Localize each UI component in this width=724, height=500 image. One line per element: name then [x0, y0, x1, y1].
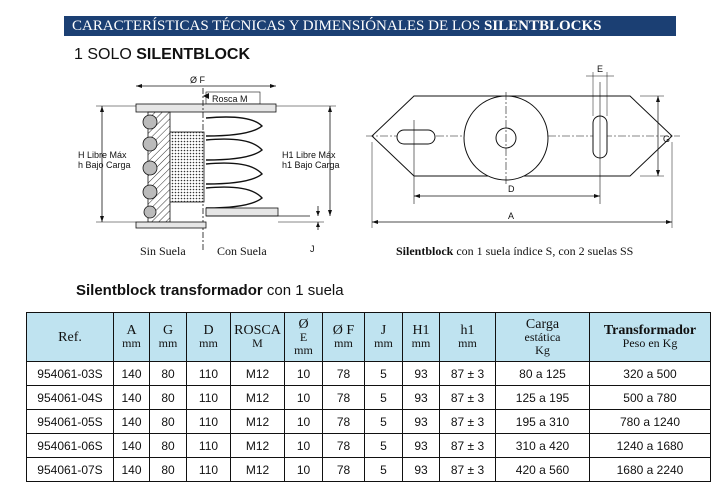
column-header: [323, 313, 365, 362]
table-cell: 954061-07S: [27, 458, 114, 482]
table-cell: 140: [114, 410, 150, 434]
column-header-line: Ref.: [58, 329, 82, 345]
table-cell: 93: [403, 410, 440, 434]
caption-plan-bold: Silentblock: [396, 244, 454, 258]
silentblock-section-drawing: [78, 75, 340, 254]
table-cell: 5: [365, 458, 403, 482]
banner-title-bold: SILENTBLOCKS: [483, 18, 602, 34]
column-header: [285, 313, 323, 362]
table-row: [27, 362, 711, 386]
page-banner: [64, 16, 676, 36]
table-cell: 10: [285, 386, 323, 410]
column-header-line: G: [162, 323, 174, 338]
table-cell: 110: [187, 434, 231, 458]
banner-title-prefix: CARACTERÍSTICAS TÉCNICAS Y DIMENSIÓNALES DE LOS: [72, 18, 484, 34]
section-title-rest: con 1 suela: [262, 282, 344, 299]
table-cell: 80: [150, 410, 187, 434]
table-cell: 78: [323, 434, 365, 458]
column-header-line: mm: [411, 336, 431, 350]
table-cell: M12: [231, 386, 285, 410]
table-cell: M12: [231, 410, 285, 434]
column-header-line: mm: [334, 336, 353, 350]
column-header-line: mm: [122, 336, 141, 350]
table-cell: 80: [150, 434, 187, 458]
table-cell: 10: [285, 434, 323, 458]
table-cell: 954061-03S: [27, 362, 114, 386]
caption-plan: [396, 244, 633, 259]
subtitle-bold: SILENTBLOCK: [136, 46, 251, 63]
column-header: [590, 313, 711, 362]
a-label: A: [508, 211, 515, 221]
table-cell: 1680 a 2240: [590, 458, 711, 482]
section-title-bold: Silentblock transformador: [76, 282, 263, 299]
table-cell: 110: [187, 386, 231, 410]
table-cell: 320 a 500: [590, 362, 711, 386]
table-cell: 780 a 1240: [590, 410, 711, 434]
caption-sin-suela: Sin Suela: [140, 244, 186, 258]
column-header-line: Ø: [298, 316, 309, 332]
column-header-line: Transformador: [603, 323, 697, 338]
column-header: [231, 313, 285, 362]
column-header-line: H1: [412, 323, 430, 338]
column-header-line: D: [203, 323, 214, 338]
silentblock-plan-drawing: [366, 64, 680, 228]
phi-f-label: Ø F: [190, 75, 205, 85]
table-cell: 93: [403, 458, 440, 482]
table-cell: 87 ± 3: [440, 458, 496, 482]
column-header-line: Ø F: [332, 323, 355, 338]
column-header-line: mm: [374, 336, 393, 350]
table-cell: 110: [187, 362, 231, 386]
h1-libre-label: H1 Libre Máx: [282, 150, 336, 160]
table-cell: 78: [323, 458, 365, 482]
column-header-line: Kg: [535, 342, 550, 357]
table-cell: M12: [231, 458, 285, 482]
table-cell: 5: [365, 362, 403, 386]
table-cell: 125 a 195: [496, 386, 590, 410]
table-cell: 93: [403, 434, 440, 458]
column-header: [114, 313, 150, 362]
table-cell: 5: [365, 386, 403, 410]
spec-table: [26, 312, 711, 482]
table-cell: 87 ± 3: [440, 410, 496, 434]
column-header-line: mm: [294, 342, 313, 357]
column-header: [27, 313, 114, 362]
caption-plan-rest: con 1 suela índice S, con 2 suelas SS: [453, 244, 634, 258]
table-cell: 140: [114, 362, 150, 386]
table-row: [27, 410, 711, 434]
column-header-line: J: [380, 323, 387, 338]
subtitle-prefix: 1 SOLO: [74, 46, 137, 63]
column-header: [365, 313, 403, 362]
table-cell: 500 a 780: [590, 386, 711, 410]
column-header-line: estática: [524, 329, 561, 344]
table-cell: 195 a 310: [496, 410, 590, 434]
table-cell: 78: [323, 410, 365, 434]
table-cell: 87 ± 3: [440, 362, 496, 386]
h1-bajo-label: h1 Bajo Carga: [282, 160, 340, 170]
g-label: G: [663, 134, 671, 144]
d-label: D: [508, 184, 515, 194]
table-cell: 78: [323, 362, 365, 386]
column-header-line: M: [252, 336, 263, 350]
table-cell: 10: [285, 458, 323, 482]
section-title: [76, 282, 344, 299]
table-cell: 87 ± 3: [440, 386, 496, 410]
table-row: [27, 386, 711, 410]
column-header: [150, 313, 187, 362]
table-cell: M12: [231, 434, 285, 458]
table-cell: 5: [365, 410, 403, 434]
column-header: [496, 313, 590, 362]
e-label: E: [597, 64, 604, 74]
table-cell: 110: [187, 458, 231, 482]
table-cell: 80: [150, 458, 187, 482]
table-cell: 1240 a 1680: [590, 434, 711, 458]
table-cell: 110: [187, 410, 231, 434]
table-cell: 140: [114, 434, 150, 458]
caption-con-suela: Con Suela: [217, 244, 267, 258]
table-cell: 80 a 125: [496, 362, 590, 386]
table-cell: 78: [323, 386, 365, 410]
table-cell: 93: [403, 386, 440, 410]
table-cell: 87 ± 3: [440, 434, 496, 458]
column-header: [403, 313, 440, 362]
table-cell: 80: [150, 386, 187, 410]
column-header-line: ROSCA: [234, 323, 281, 338]
table-cell: 420 a 560: [496, 458, 590, 482]
table-cell: 140: [114, 458, 150, 482]
h-libre-label: H Libre Máx: [78, 150, 127, 160]
column-header-line: A: [126, 323, 137, 338]
table-cell: 310 a 420: [496, 434, 590, 458]
column-header-line: Peso en Kg: [622, 336, 678, 350]
j-label: J: [310, 244, 315, 254]
column-header: [187, 313, 231, 362]
column-header-line: Carga: [525, 316, 560, 332]
column-header-line: mm: [199, 336, 218, 350]
column-header-line: h1: [460, 323, 475, 338]
table-cell: 10: [285, 410, 323, 434]
table-cell: M12: [231, 362, 285, 386]
table-cell: 954061-05S: [27, 410, 114, 434]
rosca-label: Rosca M: [212, 94, 248, 104]
table-header-row: [27, 313, 711, 362]
column-header-line: mm: [458, 336, 477, 350]
column-header: [440, 313, 496, 362]
table-cell: 93: [403, 362, 440, 386]
table-cell: 10: [285, 362, 323, 386]
column-header-line: E: [299, 329, 308, 344]
table-row: [27, 434, 711, 458]
table-row: [27, 458, 711, 482]
table-cell: 80: [150, 362, 187, 386]
table-cell: 5: [365, 434, 403, 458]
table-cell: 954061-06S: [27, 434, 114, 458]
h-bajo-label: h Bajo Carga: [78, 160, 131, 170]
table-cell: 954061-04S: [27, 386, 114, 410]
table-cell: 140: [114, 386, 150, 410]
column-header-line: mm: [158, 336, 178, 350]
